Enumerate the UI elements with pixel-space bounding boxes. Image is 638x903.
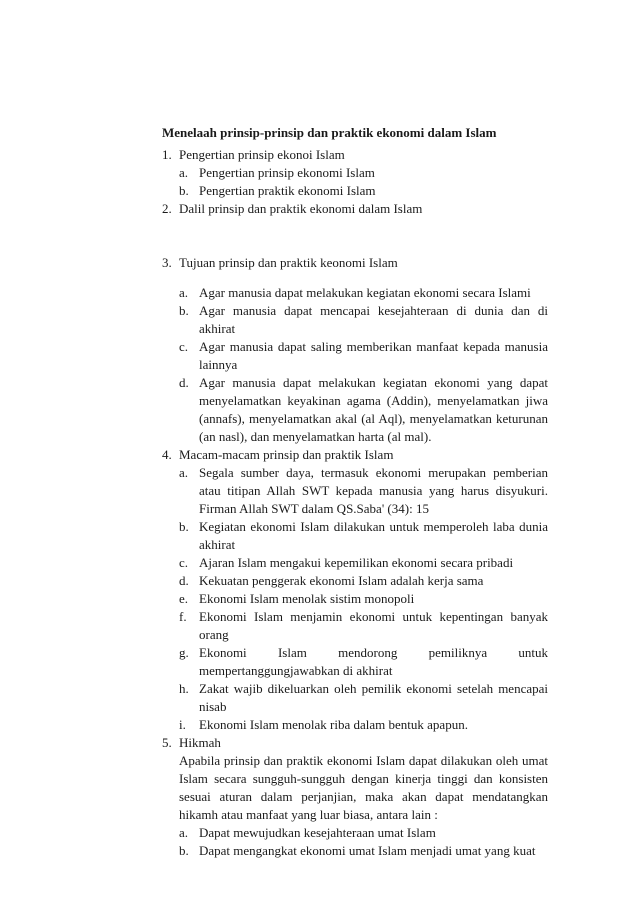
section-3 <box>162 254 548 272</box>
item-letter: a. <box>179 825 189 840</box>
list-item <box>162 644 548 680</box>
item-letter: b. <box>179 303 189 318</box>
item-letter: e. <box>179 591 189 606</box>
item-text: Agar manusia dapat saling memberikan manfaat kepada manusia lainnya <box>199 339 548 372</box>
spacer <box>162 272 548 284</box>
item-letter: a. <box>179 465 189 480</box>
item-letter: c. <box>179 555 189 570</box>
list-item <box>162 680 548 716</box>
list-item <box>162 338 548 374</box>
list-item <box>162 518 548 554</box>
item-text: Kekuatan penggerak ekonomi Islam adalah kerja sama <box>199 573 484 588</box>
item-letter: b. <box>179 843 189 858</box>
item-letter: c. <box>179 339 189 354</box>
document-title: Menelaah prinsip-prinsip dan praktik ekonomi dalam Islam <box>162 125 497 140</box>
section-2 <box>162 200 548 218</box>
section-title: Pengertian prinsip ekonoi Islam <box>179 147 345 162</box>
section-title: Dalil prinsip dan praktik ekonomi dalam Islam <box>179 201 423 216</box>
section-number: 3. <box>162 255 172 270</box>
section-5 <box>162 734 548 752</box>
list-item <box>162 464 548 518</box>
item-letter: h. <box>179 681 189 696</box>
item-letter: i. <box>179 717 186 732</box>
section-title: Tujuan prinsip dan praktik keonomi Islam <box>179 255 398 270</box>
item-letter: a. <box>179 285 189 300</box>
item-text: Dapat mengangkat ekonomi umat Islam menjadi umat yang kuat <box>199 843 536 858</box>
list-item <box>162 302 548 338</box>
list-item <box>162 374 548 446</box>
item-text: Ekonomi Islam menolak riba dalam bentuk apapun. <box>199 717 468 732</box>
section-1 <box>162 146 548 164</box>
item-letter: g. <box>179 645 189 660</box>
list-item <box>162 284 548 302</box>
section-number: 4. <box>162 447 172 462</box>
section-title: Macam-macam prinsip dan praktik Islam <box>179 447 394 462</box>
item-letter: b. <box>179 519 189 534</box>
section-4 <box>162 446 548 464</box>
list-item <box>162 164 548 182</box>
spacer <box>162 218 548 254</box>
item-text: Ajaran Islam mengakui kepemilikan ekonomi secara pribadi <box>199 555 514 570</box>
section-number: 5. <box>162 735 172 750</box>
list-item <box>162 824 548 842</box>
list-item <box>162 572 548 590</box>
item-letter: f. <box>179 609 187 624</box>
item-text: Dapat mewujudkan kesejahteraan umat Islam <box>199 825 436 840</box>
list-item <box>162 842 548 860</box>
section-title: Hikmah <box>179 735 221 750</box>
item-text: Ekonomi Islam menolak sistim monopoli <box>199 591 415 606</box>
list-item <box>162 554 548 572</box>
item-letter: a. <box>179 165 189 180</box>
item-letter: d. <box>179 573 189 588</box>
list-item <box>162 590 548 608</box>
item-text: Agar manusia dapat melakukan kegiatan ekonomi yang dapat menyelamatkan keyakinan agama (Addin), menyelamatkan jiwa (annafs), menyelamatkan akal (al Aql), menyelamatkan keturunan (an nasl), dan menyelamatkan harta (al mal). <box>199 375 548 444</box>
item-letter: b. <box>179 183 189 198</box>
section-paragraph: Apabila prinsip dan praktik ekonomi Islam dapat dilakukan oleh umat Islam secara sungguh-sungguh dengan kinerja tinggi dan konsisten sesuai aturan dalam perjanjian, maka akan dapat mendatangkan hikamh atau manfaat yang luar biasa, antara lain : <box>179 753 548 822</box>
item-text: Agar manusia dapat mencapai kesejahteraan di dunia dan di akhirat <box>199 303 548 336</box>
item-text: Pengertian praktik ekonomi Islam <box>199 183 376 198</box>
section-number: 1. <box>162 147 172 162</box>
section-number: 2. <box>162 201 172 216</box>
item-text: Segala sumber daya, termasuk ekonomi merupakan pemberian atau titipan Allah SWT kepada manusia yang harus disyukuri. Firman Allah SWT dalam QS.Saba' (34): 15 <box>199 465 548 516</box>
document-body <box>162 124 548 860</box>
list-item <box>162 716 548 734</box>
item-text: Ekonomi Islam menjamin ekonomi untuk kepentingan banyak orang <box>199 609 548 642</box>
list-item <box>162 182 548 200</box>
item-text: Ekonomi Islam mendorong pemiliknya untuk mempertanggungjawabkan di akhirat <box>199 645 548 678</box>
item-text: Pengertian prinsip ekonomi Islam <box>199 165 375 180</box>
item-text: Kegiatan ekonomi Islam dilakukan untuk memperoleh laba dunia akhirat <box>199 519 548 552</box>
item-letter: d. <box>179 375 189 390</box>
item-text: Agar manusia dapat melakukan kegiatan ekonomi secara Islami <box>199 285 531 300</box>
list-item <box>162 608 548 644</box>
item-text: Zakat wajib dikeluarkan oleh pemilik ekonomi setelah mencapai nisab <box>199 681 548 714</box>
